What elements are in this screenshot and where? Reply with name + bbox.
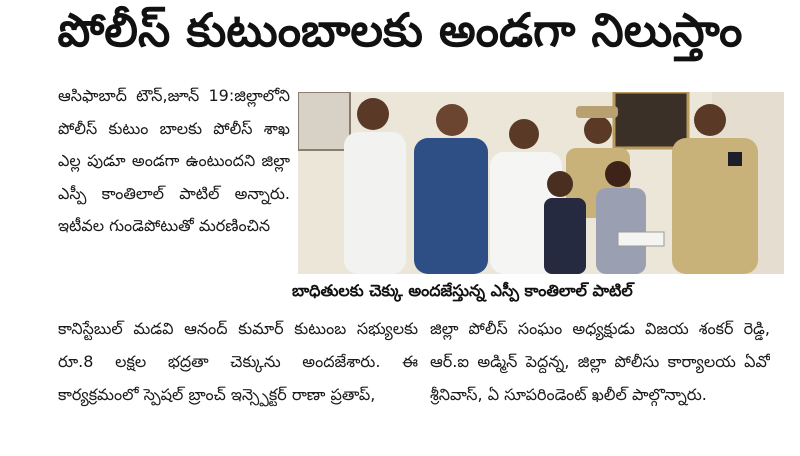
headline: పోలీస్ కుటుంబాలకు అండగా నిలుస్తాం bbox=[57, 3, 743, 57]
photo-caption: బాధితులకు చెక్కు అందజేస్తున్న ఎస్పీ కాంతిలాల్ పాటిల్ bbox=[292, 280, 633, 300]
article-column-bottom-left: కానిస్టేబుల్ మడవి ఆనంద్ కుమార్ కుటుంబ సభ్యులకు రూ.8 లక్షల భద్రతా చెక్కును అందజేశారు. ఈ కార్యక్రమంలో స్పెషల్ బ్రాంచ్ ఇన్స్పెక్టర్ రాణా ప్రతాప్, bbox=[58, 319, 418, 404]
article-column-bottom-right: జిల్లా పోలీస్ సంఘం అధ్యక్షుడు విజయ శంకర్ రెడ్డి, ఆర్.ఐ అడ్మిన్ పెద్దన్న, జిల్లా పోలీసు కార్యాలయ ఏవో శ్రీనివాస్, ఏ సూపరిండెంట్ ఖలీల్ పాల్గొన్నారు. bbox=[430, 319, 770, 404]
news-photo bbox=[298, 92, 784, 274]
article-column-top-left: ఆసిఫాబాద్ టౌన్,జూన్ 19:జిల్లాలోని పోలీస్ కుటుం బాలకు పోలీస్ శాఖ ఎల్ల పుడూ అండగా ఉంటుందని జిల్లా ఎస్పీ కాంతిలాల్ పాటిల్ అన్నారు. ఇటీవల గుండెపోటుతో మరణించిన bbox=[58, 86, 290, 235]
photo-illustration bbox=[298, 92, 784, 274]
